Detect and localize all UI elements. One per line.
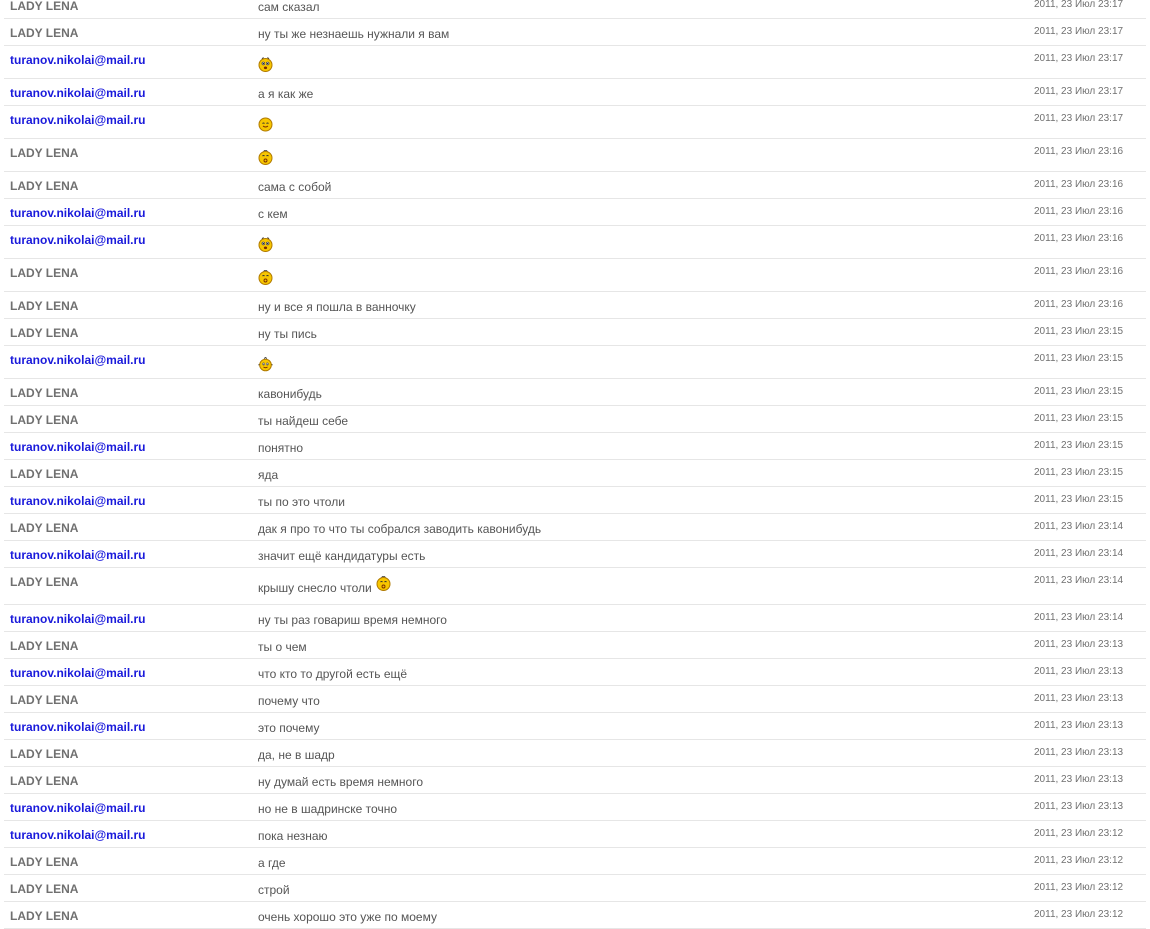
message-body: ну думай есть время немного: [258, 774, 423, 789]
message-timestamp: 2011, 23 Июл 23:15: [1034, 467, 1124, 478]
message-text: [258, 206, 288, 221]
message-timestamp: 2011, 23 Июл 23:17: [1034, 113, 1124, 124]
message-row: [4, 346, 1146, 379]
surprised-smiley-icon: [258, 237, 273, 252]
author-name: LADY LENA: [10, 26, 79, 40]
message-body: а я как же: [258, 86, 314, 101]
message-body: с кем: [258, 206, 288, 221]
author-name: LADY LENA: [10, 326, 79, 340]
message-timestamp: 2011, 23 Июл 23:17: [1034, 86, 1124, 97]
message-row: [4, 379, 1146, 406]
message-body: ну ты пись: [258, 326, 317, 341]
message-body: ты по это чтоли: [258, 494, 345, 509]
author-name: LADY LENA: [10, 575, 79, 589]
message-timestamp: 2011, 23 Июл 23:13: [1034, 666, 1124, 677]
author-link[interactable]: turanov.nikolai@mail.ru: [10, 206, 146, 220]
message-timestamp: 2011, 23 Июл 23:15: [1034, 353, 1124, 364]
message-text: [258, 580, 391, 595]
message-row: [4, 568, 1146, 605]
message-timestamp: 2011, 23 Июл 23:13: [1034, 747, 1124, 758]
message-row: [4, 79, 1146, 106]
message-text: [258, 548, 425, 563]
message-body: что кто то другой есть ещё: [258, 666, 408, 681]
message-row: [4, 199, 1146, 226]
message-timestamp: 2011, 23 Июл 23:16: [1034, 299, 1124, 310]
message-text: [258, 494, 345, 509]
author-name: LADY LENA: [10, 146, 79, 160]
author-link[interactable]: turanov.nikolai@mail.ru: [10, 828, 146, 842]
message-body: сам сказал: [258, 0, 320, 14]
grin-smiley-icon: [258, 117, 273, 132]
message-timestamp: 2011, 23 Июл 23:17: [1034, 26, 1124, 37]
message-text: [258, 299, 416, 314]
author-link[interactable]: turanov.nikolai@mail.ru: [10, 86, 146, 100]
message-row: [4, 46, 1146, 79]
message-row: [4, 172, 1146, 199]
message-row: [4, 767, 1146, 794]
message-body: ну ты же незнаешь нужнали я вам: [258, 26, 450, 41]
message-body: но не в шадринске точно: [258, 801, 398, 816]
message-body: ты найдеш себе: [258, 413, 349, 428]
author-link[interactable]: turanov.nikolai@mail.ru: [10, 612, 146, 626]
author-name: LADY LENA: [10, 521, 79, 535]
author-name: LADY LENA: [10, 855, 79, 869]
author-link[interactable]: turanov.nikolai@mail.ru: [10, 666, 146, 680]
message-timestamp: 2011, 23 Июл 23:12: [1034, 882, 1124, 893]
message-timestamp: 2011, 23 Июл 23:13: [1034, 639, 1124, 650]
message-text: [258, 909, 437, 924]
message-timestamp: 2011, 23 Июл 23:14: [1034, 521, 1124, 532]
message-timestamp: 2011, 23 Июл 23:13: [1034, 774, 1124, 785]
message-row: [4, 259, 1146, 292]
message-timestamp: 2011, 23 Июл 23:15: [1034, 440, 1124, 451]
message-timestamp: 2011, 23 Июл 23:16: [1034, 179, 1124, 190]
message-text: [258, 720, 319, 735]
message-text: [258, 26, 449, 41]
author-link[interactable]: turanov.nikolai@mail.ru: [10, 233, 146, 247]
message-timestamp: 2011, 23 Июл 23:16: [1034, 266, 1124, 277]
message-timestamp: 2011, 23 Июл 23:16: [1034, 206, 1124, 217]
message-text: [258, 747, 335, 762]
message-text: [258, 612, 447, 627]
message-timestamp: 2011, 23 Июл 23:15: [1034, 413, 1124, 424]
message-row: [4, 487, 1146, 514]
message-row: [4, 713, 1146, 740]
author-link[interactable]: turanov.nikolai@mail.ru: [10, 353, 146, 367]
message-row: [4, 686, 1146, 713]
message-row: [4, 514, 1146, 541]
message-row: [4, 460, 1146, 487]
author-link[interactable]: turanov.nikolai@mail.ru: [10, 801, 146, 815]
message-body: яда: [258, 467, 279, 482]
message-text: [258, 774, 423, 789]
message-timestamp: 2011, 23 Июл 23:14: [1034, 548, 1124, 559]
author-name: LADY LENA: [10, 0, 79, 13]
message-text: [258, 521, 541, 536]
message-text: [258, 150, 273, 165]
message-text: [258, 326, 317, 341]
message-body: понятно: [258, 440, 304, 455]
message-body: пока незнаю: [258, 828, 328, 843]
message-body: кавонибудь: [258, 386, 322, 401]
message-text: [258, 237, 273, 252]
message-text: [258, 882, 290, 897]
message-row: [4, 605, 1146, 632]
message-text: [258, 0, 320, 14]
message-text: [258, 666, 407, 681]
message-text: [258, 86, 313, 101]
message-row: [4, 659, 1146, 686]
author-link[interactable]: turanov.nikolai@mail.ru: [10, 113, 146, 127]
author-link[interactable]: turanov.nikolai@mail.ru: [10, 440, 146, 454]
author-name: LADY LENA: [10, 639, 79, 653]
message-timestamp: 2011, 23 Июл 23:12: [1034, 909, 1124, 920]
message-body: очень хорошо это уже по моему: [258, 909, 437, 924]
message-text: [258, 386, 322, 401]
message-text: [258, 828, 328, 843]
message-row: [4, 19, 1146, 46]
message-row: [4, 0, 1146, 19]
message-timestamp: 2011, 23 Июл 23:12: [1034, 828, 1124, 839]
author-name: LADY LENA: [10, 747, 79, 761]
message-text: [258, 440, 303, 455]
message-row: [4, 406, 1146, 433]
message-body: ну ты раз говариш время немного: [258, 612, 447, 627]
message-row: [4, 632, 1146, 659]
message-timestamp: 2011, 23 Июл 23:15: [1034, 326, 1124, 337]
message-body: сама с собой: [258, 179, 332, 194]
author-name: LADY LENA: [10, 693, 79, 707]
author-link[interactable]: turanov.nikolai@mail.ru: [10, 494, 146, 508]
message-timestamp: 2011, 23 Июл 23:12: [1034, 855, 1124, 866]
kiss-smiley-icon: [258, 150, 273, 165]
message-row: [4, 794, 1146, 821]
message-row: [4, 226, 1146, 259]
surprised-smiley-icon: [258, 57, 273, 72]
message-row: [4, 541, 1146, 568]
message-body: да, не в шадр: [258, 747, 335, 762]
message-row: [4, 433, 1146, 460]
message-row: [4, 139, 1146, 172]
message-timestamp: 2011, 23 Июл 23:13: [1034, 693, 1124, 704]
message-row: [4, 106, 1146, 139]
author-name: LADY LENA: [10, 467, 79, 481]
message-body: ну и все я пошла в ванночку: [258, 299, 416, 314]
message-text: [258, 413, 348, 428]
message-body: значит ещё кандидатуры есть: [258, 548, 426, 563]
message-body: ты о чем: [258, 639, 307, 654]
message-row: [4, 292, 1146, 319]
message-row: [4, 319, 1146, 346]
message-text: [258, 467, 278, 482]
message-timestamp: 2011, 23 Июл 23:15: [1034, 494, 1124, 505]
author-name: LADY LENA: [10, 179, 79, 193]
message-row: [4, 821, 1146, 848]
author-name: LADY LENA: [10, 413, 79, 427]
message-text: [258, 693, 320, 708]
message-text: [258, 117, 273, 132]
kiss-smiley-icon: [258, 270, 273, 285]
message-text: [258, 270, 273, 285]
message-text: [258, 57, 273, 72]
message-text: [258, 179, 331, 194]
author-name: LADY LENA: [10, 882, 79, 896]
author-name: LADY LENA: [10, 774, 79, 788]
message-body: дак я про то что ты собрался заводить кавонибудь: [258, 521, 542, 536]
kiss-smiley-icon: [376, 576, 391, 591]
message-body: это почему: [258, 720, 320, 735]
message-timestamp: 2011, 23 Июл 23:16: [1034, 233, 1124, 244]
author-link[interactable]: turanov.nikolai@mail.ru: [10, 720, 146, 734]
author-name: LADY LENA: [10, 266, 79, 280]
author-name: LADY LENA: [10, 386, 79, 400]
message-row: [4, 848, 1146, 875]
message-timestamp: 2011, 23 Июл 23:16: [1034, 146, 1124, 157]
message-body: а где: [258, 855, 286, 870]
message-timestamp: 2011, 23 Июл 23:17: [1034, 0, 1124, 10]
author-link[interactable]: turanov.nikolai@mail.ru: [10, 548, 146, 562]
message-timestamp: 2011, 23 Июл 23:15: [1034, 386, 1124, 397]
message-text: [258, 801, 397, 816]
message-timestamp: 2011, 23 Июл 23:14: [1034, 612, 1124, 623]
message-row: [4, 875, 1146, 902]
author-link[interactable]: turanov.nikolai@mail.ru: [10, 53, 146, 67]
message-body: почему что: [258, 693, 320, 708]
message-timestamp: 2011, 23 Июл 23:13: [1034, 720, 1124, 731]
message-row: [4, 902, 1146, 929]
message-text: [258, 357, 273, 372]
message-body: крышу снесло чтоли: [258, 580, 372, 595]
message-body: строй: [258, 882, 290, 897]
message-timestamp: 2011, 23 Июл 23:17: [1034, 53, 1124, 64]
message-text: [258, 855, 286, 870]
author-name: LADY LENA: [10, 909, 79, 923]
message-timestamp: 2011, 23 Июл 23:14: [1034, 575, 1124, 586]
wave-smiley-icon: [258, 357, 273, 372]
message-text: [258, 639, 307, 654]
author-name: LADY LENA: [10, 299, 79, 313]
message-timestamp: 2011, 23 Июл 23:13: [1034, 801, 1124, 812]
message-row: [4, 740, 1146, 767]
